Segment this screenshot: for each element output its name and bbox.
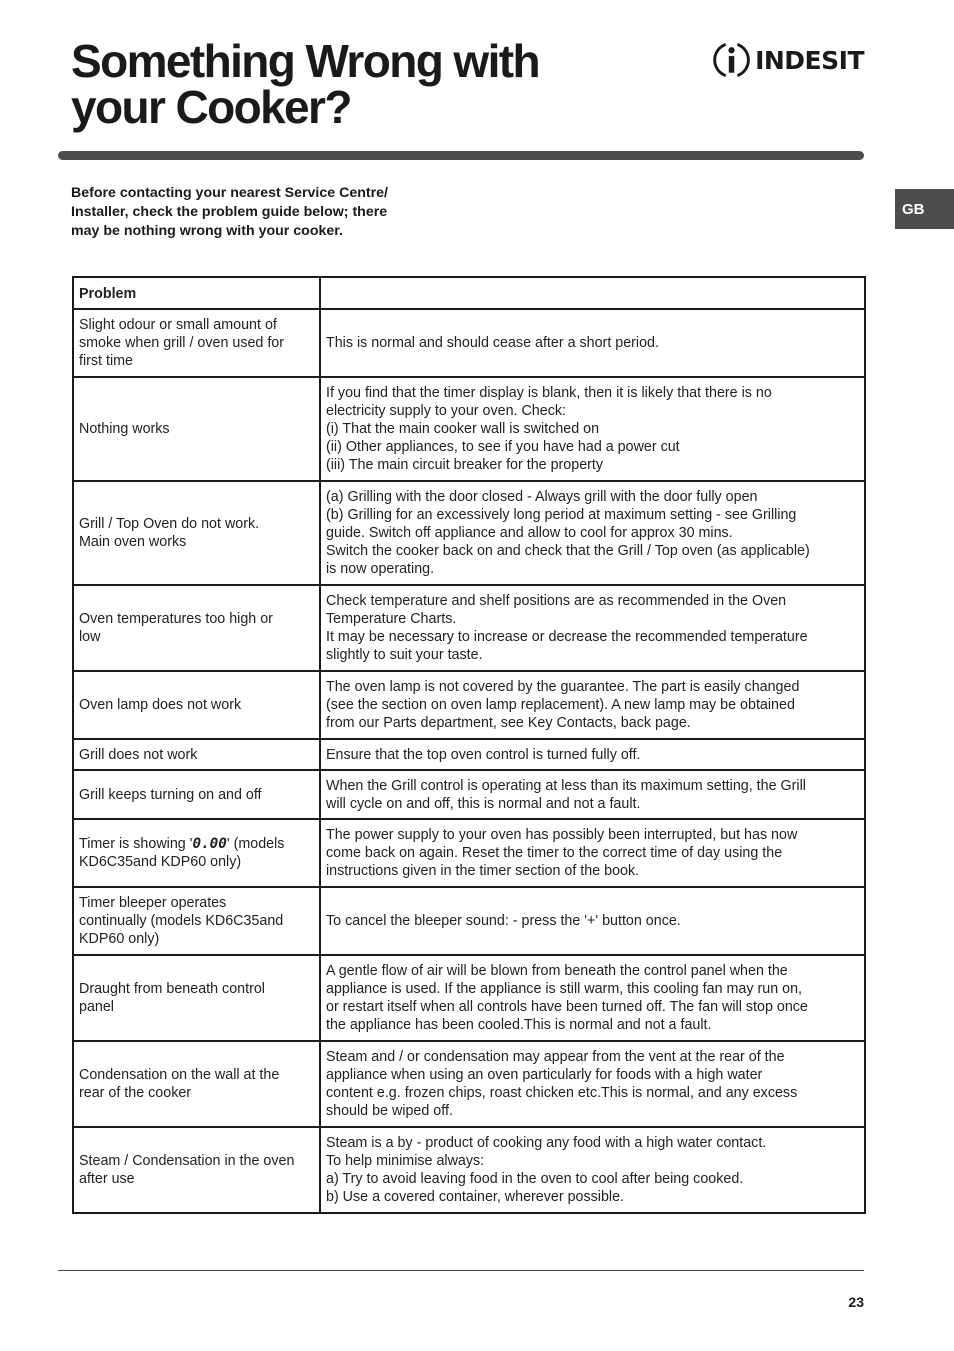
- table-row: [73, 377, 865, 481]
- timer-display-readout: 0.00: [192, 836, 227, 852]
- problem-cell: Slight odour or small amount of smoke when grill / oven used for first time: [73, 309, 320, 377]
- header-divider: [58, 151, 864, 160]
- solution-cell: A gentle flow of air will be blown from beneath the control panel when the appliance is used. If the appliance is still warm, this cooling fan may run on, or restart itself when all controls have been turned off. The fan will stop once the appliance has been cooled.This is normal and not a fault.: [320, 955, 865, 1041]
- solution-cell: The oven lamp is not covered by the guarantee. The part is easily changed (see the section on oven lamp replacement). A new lamp may be obtained from our Parts department, see Key Contacts, back page.: [320, 671, 865, 739]
- brand-logo: [712, 38, 864, 82]
- solution-cell: Steam and / or condensation may appear from the vent at the rear of the appliance when using an oven particularly for foods with a high water content e.g. frozen chips, roast chicken etc.This is normal, and any excess should be wiped off.: [320, 1041, 865, 1127]
- problem-cell: Timer bleeper operates continually (models KD6C35and KDP60 only): [73, 887, 320, 955]
- problem-cell: Steam / Condensation in the oven after use: [73, 1127, 320, 1213]
- problem-cell: Grill keeps turning on and off: [73, 770, 320, 819]
- page-number: 23: [848, 1294, 864, 1310]
- problem-cell: Grill / Top Oven do not work. Main oven works: [73, 481, 320, 585]
- table-row: [73, 309, 865, 377]
- table-row: [73, 819, 865, 887]
- table-row: [73, 1127, 865, 1213]
- page-title-line-2: your Cooker?: [71, 81, 351, 133]
- solution-cell: (a) Grilling with the door closed - Always grill with the door fully open (b) Grilling for an excessively long period at maximum setting - see Grilling guide. Switch off appliance and allow to cool for approx 30 mins. Switch the cooker back on and check that the Grill / Top oven (as applicable) is now operating.: [320, 481, 865, 585]
- problem-cell: Grill does not work: [73, 739, 320, 770]
- country-tab: GB: [895, 189, 954, 229]
- solution-cell: When the Grill control is operating at less than its maximum setting, the Grill will cycle on and off, this is normal and not a fault.: [320, 770, 865, 819]
- table-row: [73, 955, 865, 1041]
- header-solution: [320, 277, 865, 309]
- table-row: [73, 671, 865, 739]
- table-header-row: [73, 277, 865, 309]
- intro-line: Before contacting your nearest Service Centre/: [71, 185, 388, 201]
- brand-name: INDESIT: [755, 45, 864, 75]
- table-row: [73, 739, 865, 770]
- table-row: [73, 481, 865, 585]
- table-row: [73, 887, 865, 955]
- solution-cell: Check temperature and shelf positions are as recommended in the Oven Temperature Charts. It may be necessary to increase or decrease the recommended temperature slightly to suit your taste.: [320, 585, 865, 671]
- header-problem: Problem: [73, 277, 320, 309]
- problem-cell: Condensation on the wall at the rear of the cooker: [73, 1041, 320, 1127]
- problem-guide-table: [72, 276, 866, 1214]
- problem-cell: Timer is showing '0.00' (models KD6C35and KDP60 only): [73, 819, 320, 887]
- solution-cell: Steam is a by - product of cooking any food with a high water contact. To help minimise always: a) Try to avoid leaving food in the oven to cool after being cooked. b) Use a covered container, wherever possible.: [320, 1127, 865, 1213]
- footer-divider: [58, 1270, 864, 1271]
- table-row: [73, 585, 865, 671]
- solution-cell: The power supply to your oven has possibly been interrupted, but has now come back on again. Reset the timer to the correct time of day using the instructions given in the timer section of the book.: [320, 819, 865, 887]
- table-row: [73, 1041, 865, 1127]
- intro-line: Installer, check the problem guide below; there: [71, 204, 388, 220]
- solution-cell: Ensure that the top oven control is turned fully off.: [320, 739, 865, 770]
- intro-text: [71, 184, 431, 241]
- problem-cell: Oven lamp does not work: [73, 671, 320, 739]
- solution-cell: This is normal and should cease after a short period.: [320, 309, 865, 377]
- page-title-line-1: Something Wrong with: [71, 35, 539, 87]
- page-title: [71, 35, 631, 133]
- problem-cell: Nothing works: [73, 377, 320, 481]
- intro-line: may be nothing wrong with your cooker.: [71, 223, 343, 239]
- table-row: [73, 770, 865, 819]
- problem-cell: Draught from beneath control panel: [73, 955, 320, 1041]
- solution-cell: To cancel the bleeper sound: - press the '+' button once.: [320, 887, 865, 955]
- brand-logo-icon: [712, 40, 751, 80]
- problem-cell: Oven temperatures too high or low: [73, 585, 320, 671]
- solution-cell: If you find that the timer display is blank, then it is likely that there is no electricity supply to your oven. Check: (i) That the main cooker wall is switched on (ii) Other appliances, to see if you have had a power cut (iii) The main circuit breaker for the property: [320, 377, 865, 481]
